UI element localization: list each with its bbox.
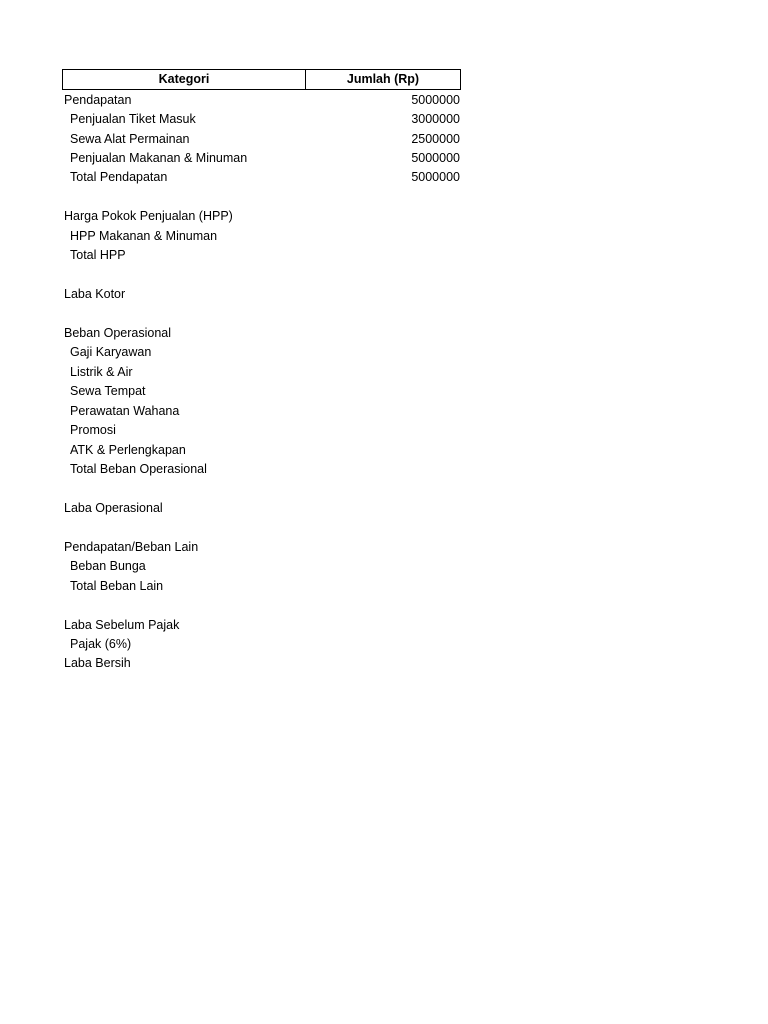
income-statement-sheet [62, 69, 461, 673]
table-row [62, 284, 461, 303]
row-label[interactable]: Total Beban Operasional [70, 462, 207, 477]
table-body [62, 90, 461, 673]
table-row [62, 304, 461, 323]
row-label[interactable]: Sewa Tempat [70, 384, 146, 399]
row-label[interactable]: Pendapatan [64, 92, 132, 107]
table-row [62, 654, 461, 673]
table-row [62, 557, 461, 576]
row-label[interactable]: Beban Operasional [64, 325, 172, 340]
row-label[interactable]: Total Beban Lain [70, 578, 164, 593]
table-row [62, 537, 461, 556]
row-label[interactable]: Total HPP [70, 248, 126, 263]
row-label[interactable]: Listrik & Air [70, 364, 133, 379]
table-row [62, 382, 461, 401]
row-label[interactable]: Gaji Karyawan [70, 345, 152, 360]
row-label[interactable]: Beban Bunga [70, 559, 146, 574]
table-row [62, 595, 461, 614]
table-row [62, 148, 461, 167]
row-amount[interactable]: 5000000 [411, 170, 460, 185]
table-row [62, 401, 461, 420]
table-row [62, 576, 461, 595]
table-row [62, 498, 461, 517]
row-label[interactable]: Pendapatan/Beban Lain [64, 539, 199, 554]
row-label[interactable]: ATK & Perlengkapan [70, 442, 186, 457]
row-label[interactable]: Total Pendapatan [70, 170, 168, 185]
table-row [62, 479, 461, 498]
table-row [62, 246, 461, 265]
row-label[interactable]: HPP Makanan & Minuman [70, 228, 218, 243]
table-row [62, 459, 461, 478]
table-row [62, 109, 461, 128]
table-row [62, 168, 461, 187]
header-category[interactable]: Kategori [63, 70, 306, 89]
table-row [62, 343, 461, 362]
table-row [62, 207, 461, 226]
table-row [62, 265, 461, 284]
row-amount[interactable]: 5000000 [411, 151, 460, 166]
row-label[interactable]: Sewa Alat Permainan [70, 131, 190, 146]
row-amount[interactable]: 2500000 [411, 131, 460, 146]
row-label[interactable]: Laba Sebelum Pajak [64, 617, 180, 632]
table-row [62, 90, 461, 109]
row-amount[interactable]: 3000000 [411, 112, 460, 127]
table-row [62, 440, 461, 459]
table-row [62, 129, 461, 148]
table-header [62, 69, 461, 90]
row-label[interactable]: Pajak (6%) [70, 636, 132, 651]
table-row [62, 518, 461, 537]
row-label[interactable]: Penjualan Tiket Masuk [70, 112, 196, 127]
table-row [62, 323, 461, 342]
row-label[interactable]: Harga Pokok Penjualan (HPP) [64, 209, 233, 224]
table-row [62, 226, 461, 245]
table-row [62, 634, 461, 653]
row-label[interactable]: Laba Bersih [64, 656, 131, 671]
row-label[interactable]: Promosi [70, 423, 116, 438]
row-label[interactable]: Laba Kotor [64, 287, 126, 302]
row-amount[interactable]: 5000000 [411, 92, 460, 107]
header-amount[interactable]: Jumlah (Rp) [346, 72, 420, 86]
row-label[interactable]: Perawatan Wahana [70, 403, 180, 418]
table-row [62, 615, 461, 634]
table-row [62, 420, 461, 439]
table-row [62, 362, 461, 381]
table-row [62, 187, 461, 206]
row-label[interactable]: Penjualan Makanan & Minuman [70, 151, 248, 166]
row-label[interactable]: Laba Operasional [64, 500, 163, 515]
